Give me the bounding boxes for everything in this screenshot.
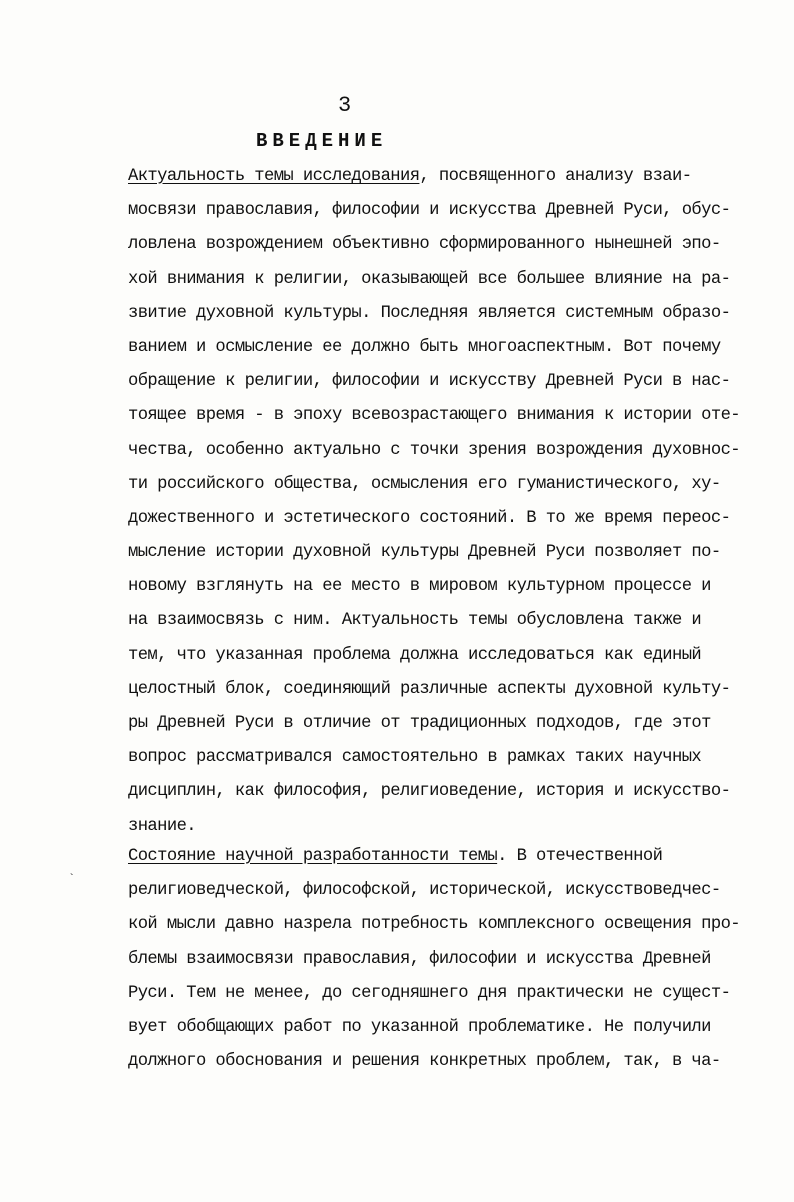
ink-mark: ` (68, 872, 76, 886)
page-number: 3 (338, 93, 352, 118)
paragraph-relevance (128, 160, 760, 844)
text-line: должного обоснования и решения конкретных проблем, так, в ча- (128, 1052, 721, 1072)
text-line: ванием и осмысление ее должно быть многоаспектным. Вот почему (128, 337, 721, 357)
text-line: религиоведческой, философской, исторической, искусствоведчес- (128, 881, 721, 901)
text-line: обращение к религии, философии и искусству Древней Руси в нас- (128, 372, 731, 392)
text-line: вопрос рассматривался самостоятельно в рамках таких научных (128, 748, 702, 768)
paragraph-research-state (128, 840, 760, 1079)
text-line: звитие духовной культуры. Последняя является системным образо- (128, 303, 731, 323)
text-line: тем, что указанная проблема должна исследоваться как единый (128, 645, 702, 665)
text-line: вует обобщающих работ по указанной проблематике. Не получили (128, 1017, 711, 1037)
text-line: хой внимания к религии, оказывающей все большее влияние на ра- (128, 269, 731, 289)
text-line: мосвязи православия, философии и искусства Древней Руси, обус- (128, 201, 731, 221)
text-line: ти российского общества, осмысления его гуманистического, ху- (128, 474, 721, 494)
text-line: Состояние научной разработанности темы. В отечественной (128, 847, 663, 866)
text-line: новому взглянуть на ее место в мировом культурном процессе и (128, 577, 711, 597)
text-line: на взаимосвязь с ним. Актуальность темы обусловлена также и (128, 611, 702, 631)
section-lead-research-state: Состояние научной разработанности темы (128, 847, 498, 866)
text-line: тоящее время - в эпоху всевозрастающего внимания к истории оте- (128, 406, 740, 426)
text-line: ры Древней Руси в отличие от традиционных подходов, где этот (128, 714, 711, 733)
text-line: Актуальность темы исследования, посвященного анализу взаи- (128, 167, 692, 186)
section-lead-relevance: Актуальность темы исследования (128, 167, 420, 186)
text-line: ловлена возрождением объективно сформированного нынешней эпо- (128, 235, 721, 255)
text-line: Руси. Тем не менее, до сегодняшнего дня практически не сущест- (128, 983, 731, 1003)
text-line: кой мысли давно назрела потребность комплексного освещения про- (128, 915, 740, 935)
text-line: блемы взаимосвязи православия, философии и искусства Древней (128, 949, 711, 969)
page-title: ВВЕДЕНИЕ (256, 130, 388, 152)
text-line: знание. (128, 816, 196, 836)
text-line: дожественного и эстетического состояний. В то же время переос- (128, 508, 731, 528)
text-line: мысление истории духовной культуры Древней Руси позволяет по- (128, 543, 721, 563)
text-line: целостный блок, соединяющий различные аспекты духовной культу- (128, 679, 731, 699)
text-line: дисциплин, как философия, религиоведение, история и искусство- (128, 782, 731, 802)
text-line: чества, особенно актуально с точки зрения возрождения духовнос- (128, 440, 740, 460)
